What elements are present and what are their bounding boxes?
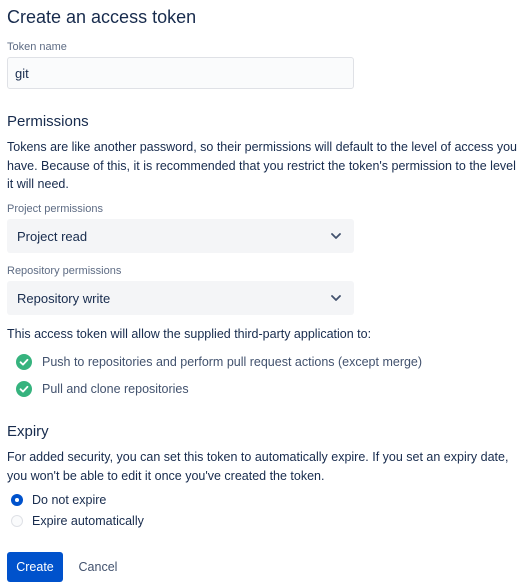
project-permissions-label: Project permissions (7, 203, 103, 215)
radio-checked-icon[interactable] (11, 494, 23, 506)
repository-permissions-select[interactable] (7, 281, 354, 315)
chevron-down-icon (328, 290, 344, 306)
project-permissions-value: Project read (17, 228, 88, 244)
expiry-description: For added security, you can set this token to automatically expire. If you set an expiry date, you won't be able to edit it once you've created the token. (7, 450, 509, 483)
permissions-description: Tokens are like another password, so their permissions will default to the level of access you have. Because of this, it is recommended that you restrict the token's permission to the level it will need. (7, 140, 517, 191)
check-circle-icon (16, 354, 32, 370)
permission-item-text: Push to repositories and perform pull request actions (except merge) (42, 355, 423, 369)
radio-label: Expire automatically (32, 514, 144, 528)
page-title: Create an access token (7, 7, 197, 27)
cancel-button[interactable]: Cancel (72, 552, 124, 582)
expiry-heading: Expiry (7, 423, 49, 440)
radio-label: Do not expire (32, 493, 107, 507)
permissions-summary: This access token will allow the supplied third-party application to: (7, 327, 372, 341)
permission-item (16, 354, 422, 370)
permission-item-text: Pull and clone repositories (42, 382, 189, 396)
check-circle-icon (16, 381, 32, 397)
chevron-down-icon (328, 228, 344, 244)
radio-unchecked-icon[interactable] (11, 515, 23, 527)
permissions-heading: Permissions (7, 113, 89, 130)
permission-item (16, 381, 189, 397)
radio-do-not-expire[interactable] (11, 493, 106, 507)
token-name-input[interactable] (7, 57, 354, 89)
create-button[interactable]: Create (7, 552, 63, 582)
repository-permissions-label: Repository permissions (7, 265, 122, 277)
project-permissions-select[interactable] (7, 219, 354, 253)
repository-permissions-value: Repository write (17, 290, 111, 306)
token-name-label: Token name (7, 41, 67, 53)
radio-expire-automatically[interactable] (11, 514, 144, 528)
